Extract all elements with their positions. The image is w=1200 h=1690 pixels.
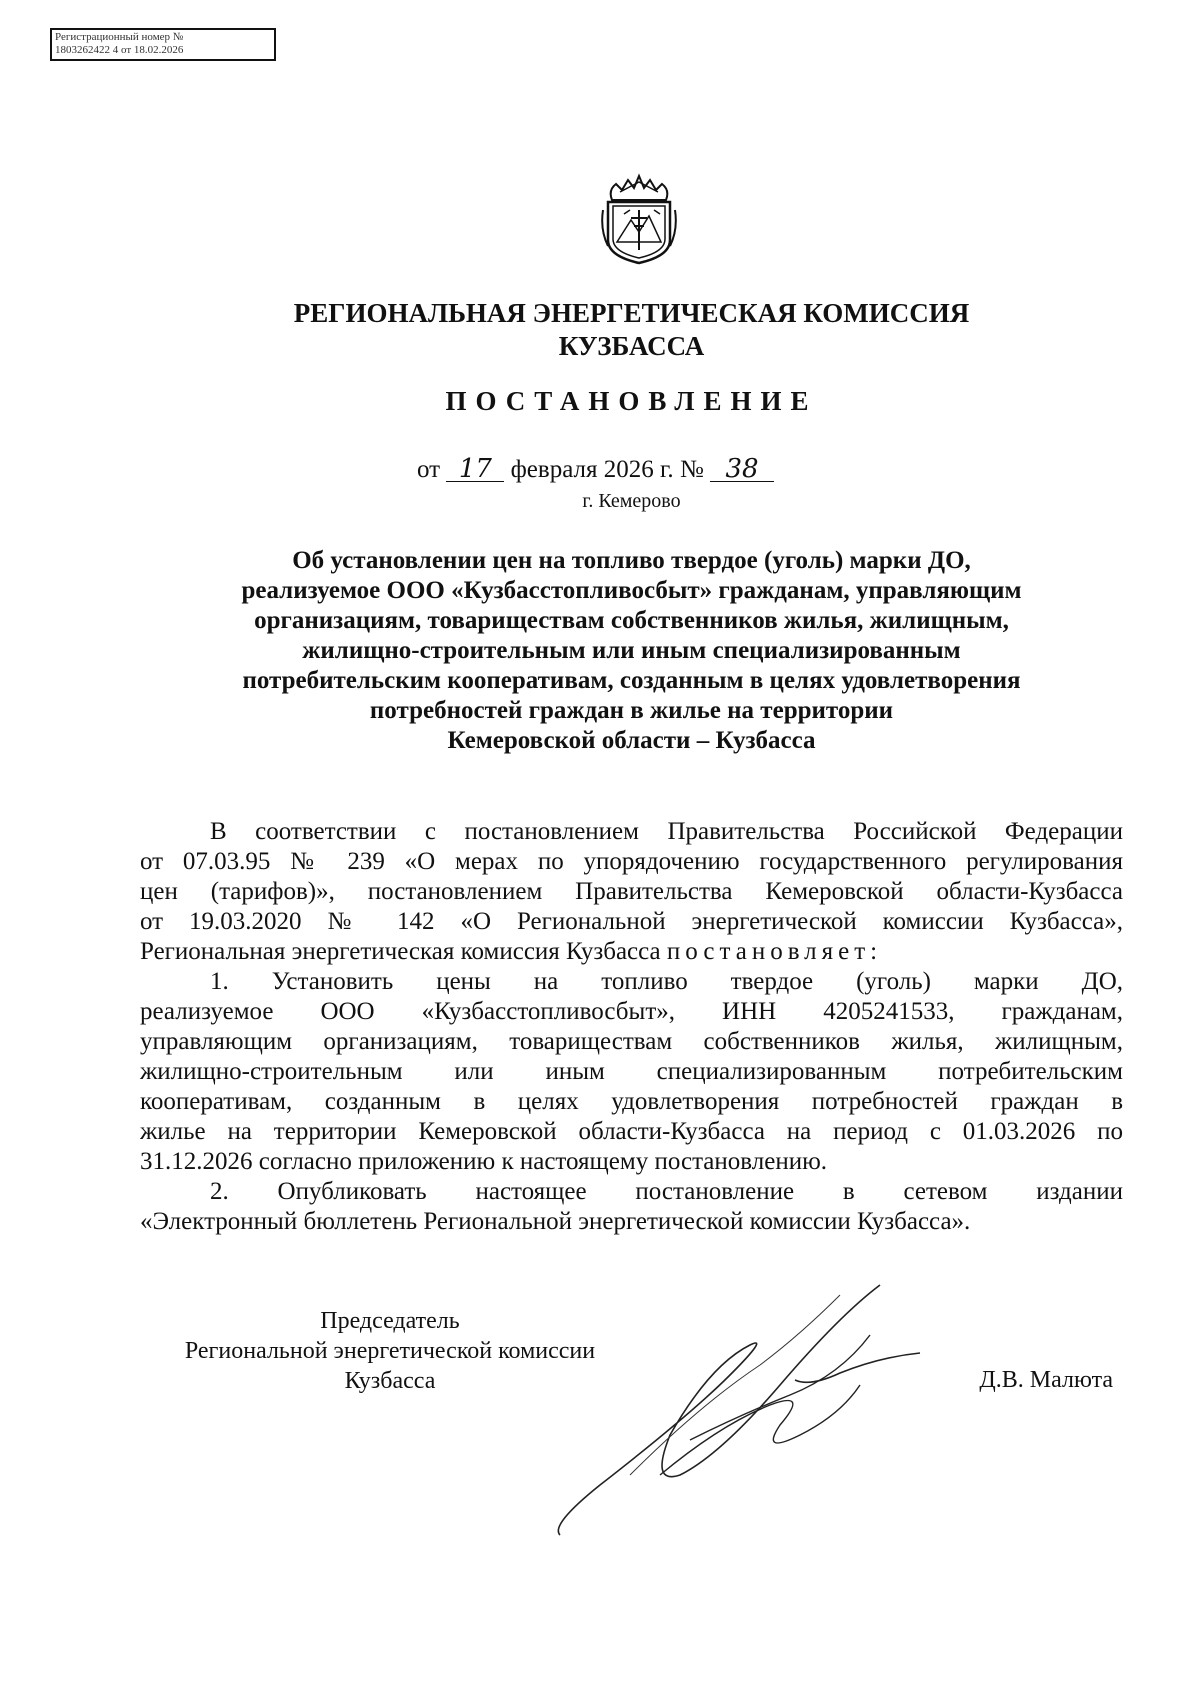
organization-line-1: РЕГИОНАЛЬНАЯ ЭНЕРГЕТИЧЕСКАЯ КОМИССИЯ <box>293 298 970 328</box>
subject-line: потребностей граждан в жилье на территории <box>369 697 894 724</box>
resolves-word: постановляет: <box>666 938 883 965</box>
preamble-final-line <box>140 937 1123 967</box>
registration-stamp <box>50 28 276 61</box>
document-type: ПОСТАНОВЛЕНИЕ <box>445 386 818 416</box>
subject-line: Об установлении цен на топливо твердое (уголь) марки ДО, <box>292 547 971 574</box>
document-number: 38 <box>710 457 774 482</box>
number-sign: № <box>679 456 704 483</box>
date-day: 17 <box>446 457 504 482</box>
date-prefix: от <box>417 456 441 483</box>
subject-line: потребительским кооперативам, созданным в целях удовлетворения <box>242 667 1021 694</box>
signatory-name: Д.В. Малюта <box>979 1367 1113 1393</box>
item1-line: 1. Установить цены на топливо твердое (уголь) марки ДО, <box>210 968 1123 995</box>
preamble-final-text: Региональная энергетическая комиссия Кузбасса <box>140 938 661 965</box>
item1-line: реализуемое ООО «Кузбасстопливосбыт», ИНН 4205241533, гражданам, <box>140 998 1123 1025</box>
subject-line: реализуемое ООО «Кузбасстопливосбыт» гражданам, управляющим <box>241 577 1022 604</box>
handwritten-signature-icon <box>540 1275 990 1555</box>
item1-line: жилищно-строительным или иным специализированным потребительским <box>140 1058 1123 1085</box>
item1-line: 31.12.2026 согласно приложению к настоящему постановлению. <box>140 1148 827 1175</box>
subject-line: Кемеровской области – Кузбасса <box>447 727 816 754</box>
item1-line: управляющим организациям, товариществам собственников жилья, жилищным, <box>140 1028 1123 1055</box>
organization-name <box>0 297 1200 363</box>
city: г. Кемерово <box>582 490 681 512</box>
subject-line: организациям, товариществам собственников жилья, жилищным, <box>254 607 1009 634</box>
kuzbass-coat-of-arms-icon <box>598 170 680 266</box>
signatory-title-line: Кузбасса <box>344 1368 436 1394</box>
registration-stamp-line-1: Регистрационный номер № <box>55 31 184 43</box>
preamble-line: В соответствии с постановлением Правительства Российской Федерации <box>210 818 1123 845</box>
subject-line: жилищно-строительным или иным специализированным <box>302 637 961 664</box>
item2-line: 2. Опубликовать настоящее постановление в сетевом издании <box>210 1178 1123 1205</box>
signatory-title-line: Региональной энергетической комиссии <box>184 1338 596 1364</box>
organization-line-2: КУЗБАССА <box>558 331 705 361</box>
date-line <box>417 456 774 484</box>
signatory-title-line: Председатель <box>320 1308 460 1334</box>
preamble-line: от 19.03.2020 № 142 «О Региональной энергетической комиссии Кузбасса», <box>140 908 1123 935</box>
item1-line: жилье на территории Кемеровской области-Кузбасса на период с 01.03.2026 по <box>140 1118 1123 1145</box>
document-subject <box>140 546 1123 756</box>
item2-line: «Электронный бюллетень Региональной энергетической комиссии Кузбасса». <box>140 1208 971 1235</box>
document-body <box>140 817 1123 1237</box>
date-month-year: февраля 2026 г. <box>510 456 674 483</box>
preamble-line: цен (тарифов)», постановлением Правительства Кемеровской области-Кузбасса <box>140 878 1123 905</box>
registration-stamp-line-2: 1803262422 4 от 18.02.2026 <box>55 44 184 56</box>
preamble-line: от 07.03.95 № 239 «О мерах по упорядочению государственного регулирования <box>140 848 1123 875</box>
item1-line: кооперативам, созданным в целях удовлетворения потребностей граждан в <box>140 1088 1123 1115</box>
